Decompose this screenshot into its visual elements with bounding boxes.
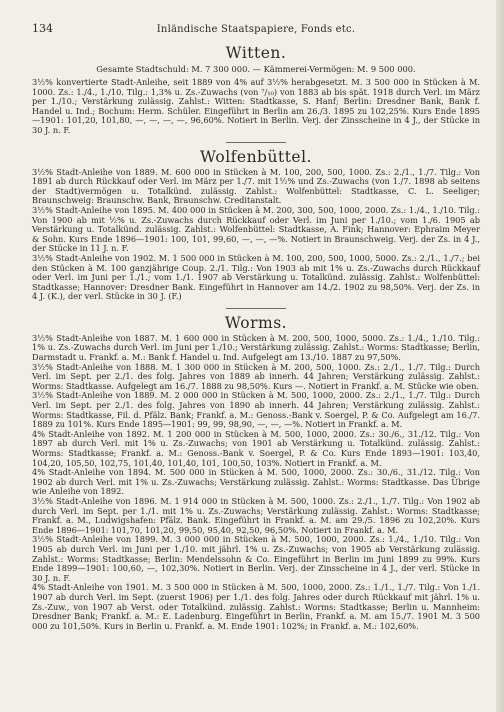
paragraph: 3½% Stadt-Anleihe von 1889. M. 2 000 000 in Stücken à M. 500, 1000, 2000. Zs.: 2./1., 1./7. Tilg.: Durch Verl. im Sept. per 2./1. des folg. Jahres von 1890 ab innerh. 44 Jahren; Verstärkung zulässig. Zahlst.: Worms: Stadtkasse, Fil. d. Pfälz. Bank; Frankf. a. M.: Genoss.-Bank v. Soergel, P. & Co. Aufgelegt am 16./7. 1889 zu 101%. Kurs Ende 1895—1901: 99, 99, 98,90, —, —, —%. Notiert in Frankf. a. M. xyxy=(32,390,480,430)
paragraph: 3½% Stadt-Anleihe von 1895. M. 400 000 in Stücken à M. 200, 300, 500, 1000, 2000. Zs.: 1./4., 1./10. Tilg.: Von 1900 ab mit ½% u. Zs.-Zuwachs durch Rückkauf oder Verl. im Juni per 1./10.; vom 1./6. 1905 ab Verstärkung u. Totalkünd. zulässig. Zahlst.: Wolfenbüttel: Stadtkasse, A. Fink; Hannover: Ephraim Meyer & Sohn. Kurs Ende 1896—1901: 100, 101, 99,60, —, —, —%. Notiert in Braunschweig. Verj. der Zs. in 4 J., der Stücke in 11 J. n. F. xyxy=(32,204,480,254)
page-edge xyxy=(496,0,504,712)
section-title: Wolfenbüttel. xyxy=(200,147,312,166)
paragraph: 3½% Stadt-Anleihe von 1902. M. 1 500 000 in Stücken à M. 100, 200, 500, 1000, 5000. Zs.: 2./1., 1./7.; bei den Stücken à M. 100 ganzjährige Coup. 2./1. Tilg.: Von 1903 ab mit 1% u. Zs.-Zuwachs durch Rückkauf oder Verl. im Juni per 1./1.; vom 1./1. 1907 ab Verstärkung u. Totalkünd. zulässig. Zahlst.: Wolfenbüttel: Stadtkasse; Hannover: Dresdner Bank. Eingeführt in Hannover am 14./2. 1902 zu 98,50%. Verj. der Zs. in 4 J. (K.), der verl. Stücke in 30 J. (F.) xyxy=(32,252,480,302)
section-subhead: Gesamte Stadtschuld: M. 7 300 000. — Kämmerei-Vermögen: M. 9 500 000. xyxy=(96,64,416,74)
section-witten xyxy=(32,44,480,136)
paragraph: 3½% Stadt-Anleihe von 1887. M. 1 600 000 in Stücken à M. 200, 500, 1000, 5000. Zs.: 1./4., 1./10. Tilg.: 1% u. Zs.-Zuwachs durch Verl. im Juni per 1./10.; Verstärkung zulässig. Zahlst.: Worms: Stadtkasse; Berlin, Darmstadt u. Frankf. a. M.: Bank f. Handel u. Ind. Aufgelegt am 13./10. 1887 zu 97,50%. xyxy=(32,332,480,363)
paragraph: 4% Stadt-Anleihe von 1892. M. 1 200 000 in Stücken à M. 500, 1000, 2000. Zs.: 30./6., 31./12. Tilg.: Von 1897 ab durch Verl. mit 1% u. Zs.-Zuwachs; von 1901 ab Verstärkung u. Totalkünd. zulässig. Zahlst.: Worms: Stadtkasse; Frankf. a. M.: Genoss.-Bank v. Soergel, P. & Co. Kurs Ende 1893—1901: 103,40, 104,20, 105,50, 102,75, 101,40, 101,40, 101, 100,50, 103%. Notiert in Frankf. a. M. xyxy=(32,428,480,468)
paragraph: 4% Stadt-Anleihe von 1901. M. 3 500 000 in Stücken à M. 500, 1000, 2000. Zs.: 1./1., 1./7. Tilg.: Von 1./1. 1907 ab durch Verl. im Sept. (zuerst 1906) per 1./1. des folg. Jahres oder durch Rückkauf mit jährl. 1% u. Zs.-Zuw., von 1907 ab Verst. oder Totalkünd. zulässig. Zahlst.: Worms: Stadtkasse; Berlin u. Mannheim: Dresdner Bank; Frankf. a. M.: E. Ladenburg. Eingeführt in Berlin, Frankf. a. M. am 15./7. 1901 M. 3 500 000 zu 101,50%. Kurs in Berlin u. Frankf. a. M. Ende 1901: 102%; in Frankf. a. M.: 102,60%. xyxy=(32,582,480,631)
section-title: Witten. xyxy=(225,44,287,62)
running-head xyxy=(32,22,480,35)
paragraph: 3½% Stadt-Anleihe von 1899. M. 3 000 000 in Stücken à M. 500, 1000, 2000. Zs.: 1./4., 1./10. Tilg.: Von 1905 ab durch Verl. im Juni per 1./10. mit jährl. 1% u. Zs.-Zuwachs; von 1905 ab Verstärkung zulässig. Zahlst.: Worms: Stadtkasse; Berlin: Mendelssohn & Co. Eingeführt in Berlin im Juni 1899 zu 99%. Kurs Ende 1899—1901: 100,60, —, 102,30%. Notiert in Berlin. Verj. der Zinsscheine in 4 J., der verl. Stücke in 30 J. n. F. xyxy=(32,534,480,583)
paragraph: 3½% konvertierte Stadt-Anleihe, seit 1889 von 4% auf 3½% herabgesetzt. M. 3 500 000 in Stücken à M. 1000. Zs.: 1./4., 1./10. Tilg.: 1,3% u. Zs.-Zuwachs (von ⁷/₁₀) von 1883 ab bis spät. 1918 durch Verl. im März per 1./10.; Verstärkung zulässig. Zahlst.: Witten: Stadtkasse, S. Hanf; Berlin: Dresdner Bank, Bank f. Handel u. Ind.; Bochum: Herm. Schüler. Eingeführt in Berlin am 26./3. 1895 zu 102,25%. Kurs Ende 1895—1901: 101,20, 101,80, —, —, —, —, 96,60%. Notiert in Berlin. Verj. der Zinsscheine in 4 J., der Stücke in 30 J. n. F. xyxy=(32,77,480,135)
paragraph: 3½% Stadt-Anleihe von 1888. M. 1 300 000 in Stücken à M. 200, 500, 1000. Zs.: 2./1., 1./7. Tilg.: Durch Verl. im Sept. per 2./1. des folg. Jahres von 1889 ab innerh. 44 Jahren; Verstärkung zulässig. Zahlst.: Worms: Stadtkasse. Aufgelegt am 16./7. 1888 zu 98,50%. Kurs —. Notiert in Frankf. a. M. Stücke wie oben. xyxy=(32,361,480,391)
section-title: Worms. xyxy=(224,313,288,332)
paragraph: 3½% Stadt-Anleihe von 1896. M. 1 914 000 in Stücken à M. 500, 1000. Zs.: 2./1., 1./7. Tilg.: Von 1902 ab durch Verl. im Sept. per 1./1. mit 1% u. Zs.-Zuwachs; Verstärkung zulässig. Zahlst.: Worms: Stadtkasse; Frankf. a. M., Ludwigshafen: Pfälz. Bank. Eingeführt in Frankf. a. M. am 29./5. 1896 zu 102,20%. Kurs Ende 1896—1901: 101,70, 101,20, 99,50, 95,40, 92,50, 96,50%. Notiert in Frankf. a. M. xyxy=(32,495,480,535)
paragraph: 4% Stadt-Anleihe von 1894. M. 500 000 in Stücken à M. 500, 1000, 2000. Zs.: 30./6., 31./12. Tilg.: Von 1902 ab durch Verl. mit 1% u. Zs.-Zuwachs; Verstärkung zulässig. Zahlst.: Worms: Stadtkasse. Das Übrige wie Anleihe von 1892. xyxy=(32,467,480,497)
section-divider xyxy=(226,142,286,143)
section-divider xyxy=(226,308,286,309)
paragraph: 3½% Stadt-Anleihe von 1889. M. 600 000 in Stücken à M. 100, 200, 500, 1000. Zs.: 2./1., 1./7. Tilg.: Von 1891 ab durch Rückkauf oder Verl. im März per 1./7. mit 1½% und Zs.-Zuwachs (von 1./7. 1898 ab seitens der Stadt)vermögen u. Totalkünd. zulässig. Zahlst.: Wolfenbüttel: Stadtkasse, C. L. Seeliger; Braunschweig: Braunschw. Bank, Braunschw. Creditanstalt. xyxy=(32,166,480,206)
page-number: 134 xyxy=(32,22,53,35)
section-wolfenbuettel xyxy=(32,148,480,302)
section-worms xyxy=(32,314,480,631)
running-title: Inländische Staatspapiere, Fonds etc. xyxy=(156,24,356,35)
